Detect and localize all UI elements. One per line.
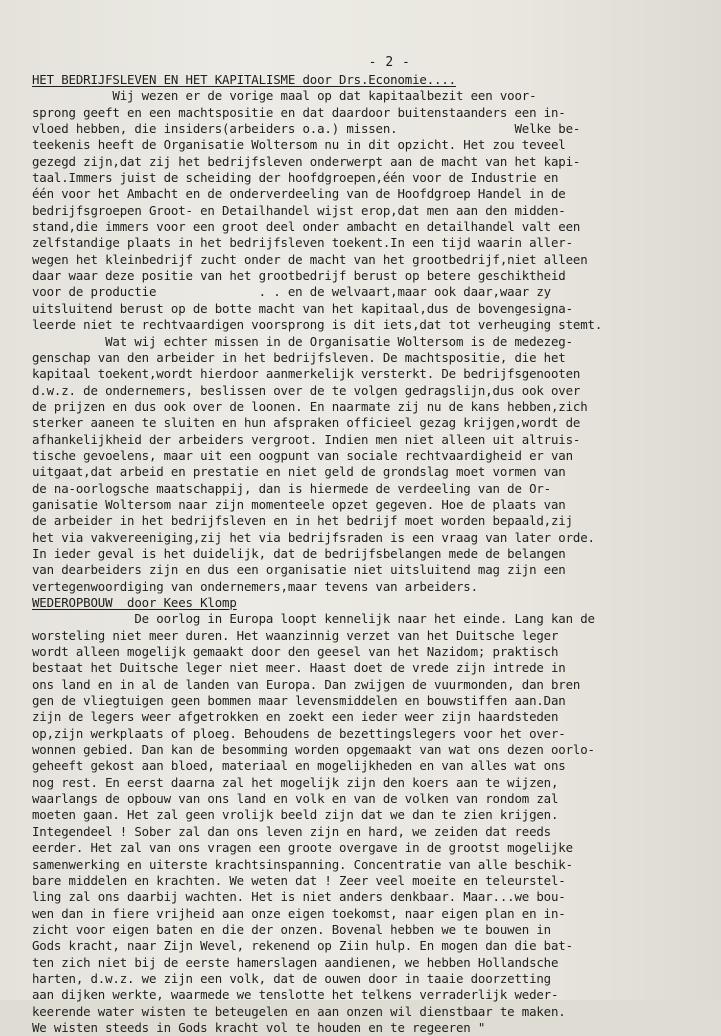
- text-line: De oorlog in Europa loopt kennelijk naar het einde. Lang kan de: [32, 611, 595, 627]
- text-line: gen de vliegtuigen geen bommen maar levensmiddelen en bouwstiffen aan.Dan: [32, 693, 566, 709]
- article-wederopbouw: [32, 595, 707, 1036]
- text-line: stand,die immers voor een groot deel onder ambacht en detailhandel valt een: [32, 219, 581, 235]
- article-body: [32, 88, 707, 595]
- text-line: ganisatie Woltersom naar zijn momenteele opzet gegeven. Hoe de plaats van: [32, 496, 566, 512]
- text-line: voor de productie . . en de welvaart,maar ook daar,waar zy: [32, 284, 551, 300]
- text-line: aan dijken werkte, waarmede we tenslotte het telkens verraderlijk weder-: [32, 987, 559, 1003]
- text-line: één voor het Ambacht en de onderverdeeling van de Hoofdgroep Handel in de: [32, 186, 566, 202]
- article-heading: WEDEROPBOUW door Kees Klomp: [32, 595, 237, 610]
- text-line: sterker aaneen te sluiten en hun afspraken officieel gezag krijgen,wordt de: [32, 415, 581, 431]
- text-line: Integendeel ! Sober zal dan ons leven zijn en hard, we zeiden dat reeds: [32, 823, 551, 839]
- text-line: bestaat het Duitsche leger niet meer. Haast doet de vrede zijn intrede in: [32, 660, 566, 676]
- text-line: kapitaal toekent,wordt hierdoor aanmerkelijk versterkt. De bedrijfsgenooten: [32, 366, 581, 382]
- text-line: de arbeider in het bedrijfsleven en in het bedrijf moet worden bepaald,zij: [32, 513, 573, 529]
- text-line: uitsluitend berust op de botte macht van het kapitaal,dus de bovengesigna-: [32, 300, 573, 316]
- text-line: daar waar deze positie van het grootbedrijf berust op betere geschiktheid: [32, 268, 566, 284]
- text-line: vertegenwoordiging van ondernemers,maar tevens van arbeiders.: [32, 578, 478, 594]
- text-line: bedrijfsgroepen Groot- en Detailhandel wijst erop,dat men aan den midden-: [32, 202, 566, 218]
- text-line: worsteling niet meer duren. Het waanzinnig verzet van het Duitsche leger: [32, 627, 559, 643]
- article-economie: [32, 72, 707, 595]
- text-line: zicht voor eigen baten en die der onzen. Bovenal hebben we te bouwen in: [32, 921, 551, 937]
- text-line: ten zich niet bij de eerste hamerslagen aandienen, we hebben Hollandsche: [32, 954, 559, 970]
- text-line: nog rest. En eerst daarna zal het mogelijk zijn den koers aan te wijzen,: [32, 774, 559, 790]
- page-number: - 2 -: [368, 55, 411, 70]
- article-heading: HET BEDRIJFSLEVEN EN HET KAPITALISME door Drs.Economie....: [32, 72, 456, 87]
- text-line: sprong geeft en een machtspositie en dat daardoor buitenstaanders een in-: [32, 104, 566, 120]
- text-line: wonnen gebied. Dan kan de besomming worden opgemaakt van wat ons dezen oorlo-: [32, 742, 595, 758]
- text-line: van dearbeiders zijn en dus een organisatie niet uitsluitend mag zijn een: [32, 562, 566, 578]
- text-line: genschap van den arbeider in het bedrijfsleven. De machtspositie, die het: [32, 349, 566, 365]
- text-line: afhankelijkheid der arbeiders vergroot. Indien men niet alleen uit altruis-: [32, 431, 581, 447]
- text-line: geheeft gekost aan bloed, materiaal en mogelijkheden en van alles wat ons: [32, 758, 566, 774]
- text-line: uitgaat,dat arbeid en prestatie en niet geld de grondslag moet vormen van: [32, 464, 566, 480]
- text-line: ling zal ons daarbij wachten. Het is niet anders denkbaar. Maar...we bou-: [32, 889, 566, 905]
- article-body: [32, 611, 707, 1036]
- text-line: In ieder geval is het duidelijk, dat de bedrijfsbelangen mede de belangen: [32, 545, 566, 561]
- text-line: moeten gaan. Het zal geen vrolijk beeld zijn dat we dan te zien krijgen.: [32, 807, 559, 823]
- text-line: op,zijn werkplaats of ploeg. Behoudens de bezettingslegers voor het over-: [32, 725, 566, 741]
- text-line: tische gevoelens, maar uit een oogpunt van sociale rechtvaardigheid er van: [32, 447, 573, 463]
- text-line: het via vakvereeniging,zij het via bedrijfsraden is een vraag van later orde.: [32, 529, 595, 545]
- text-line: de prijzen en dus ook over de loonen. En naarmate zij nu de kans hebben,zich: [32, 398, 588, 414]
- text-line: d.w.z. de ondernemers, beslissen over de te volgen gedragslijn,dus ook over: [32, 382, 581, 398]
- text-line: keerende water wisten te beteugelen en aan onzen wil dienstbaar te maken.: [32, 1003, 566, 1019]
- text-line: wen dan in fiere vrijheid aan onze eigen toekomst, naar eigen plan en in-: [32, 905, 566, 921]
- text-line: bare middelen en krachten. We weten dat ! Zeer veel moeite en teleurstel-: [32, 872, 566, 888]
- text-line: We wisten steeds in Gods kracht vol te houden en te regeeren ": [32, 1019, 486, 1035]
- text-line: gezegd zijn,dat zij het bedrijfsleven onderwerpt aan de macht van het kapi-: [32, 153, 581, 169]
- text-line: harten, d.w.z. we zijn een volk, dat de ouwen door in taaie doorzetting: [32, 970, 551, 986]
- text-line: ons land en in al de landen van Europa. Dan zwijgen de vuurmonden, dan bren: [32, 676, 581, 692]
- text-line: wordt alleen mogelijk gemaakt door den geesel van het Nazidom; praktisch: [32, 644, 559, 660]
- text-line: zijn de legers weer afgetrokken en zoekt een ieder weer zijn haardsteden: [32, 709, 559, 725]
- text-line: zelfstandige plaats in het bedrijfsleven toekent.In een tijd waarin aller-: [32, 235, 573, 251]
- text-line: vloed hebben, die insiders(arbeiders o.a.) missen. Welke be-: [32, 121, 581, 137]
- text-line: de na-oorlogsche maatschappij, dan is hiermede de verdeeling van de Or-: [32, 480, 551, 496]
- text-line: Wij wezen er de vorige maal op dat kapitaalbezit een voor-: [32, 88, 537, 104]
- text-line: wegen het kleinbedrijf zucht onder de macht van het grootbedrijf,niet alleen: [32, 251, 588, 267]
- text-line: Gods kracht, naar Zijn Wevel, rekenend op Ziin hulp. En mogen dan die bat-: [32, 938, 573, 954]
- text-line: teekenis heeft de Organisatie Woltersom nu in dit opzicht. Het zou teveel: [32, 137, 566, 153]
- text-line: eerder. Het zal van ons vragen een groote overgave in de grootst mogelijke: [32, 840, 573, 856]
- text-line: leerde niet te rechtvaardigen voorsprong is dit iets,dat tot verheuging stemt.: [32, 317, 603, 333]
- text-line: Wat wij echter missen in de Organisatie Woltersom is de medezeg-: [32, 333, 573, 349]
- text-line: waarlangs de opbouw van ons land en volk en van de volken van rondom zal: [32, 791, 559, 807]
- text-line: samenwerking en uiterste krachtsinspanning. Concentratie van alle beschik-: [32, 856, 573, 872]
- text-line: taal.Immers juist de scheiding der hoofdgroepen,één voor de Industrie en: [32, 170, 559, 186]
